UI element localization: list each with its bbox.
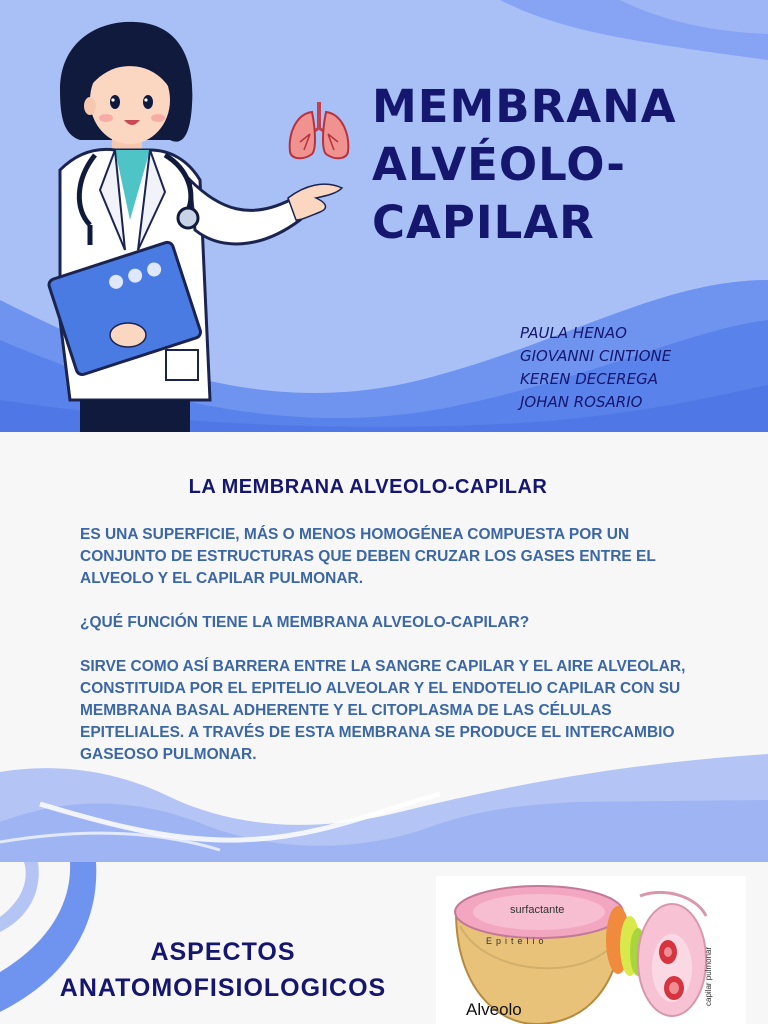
title-line-2: ALVÉOLO- xyxy=(372,138,626,191)
bottom-title-line-2: ANATOMOFISIOLOGICOS xyxy=(59,974,387,1002)
author-name: GIOVANNI CINTIONE xyxy=(520,347,672,365)
title-line-3: CAPILAR xyxy=(372,196,595,249)
epitelio-label: Epitelio xyxy=(486,936,548,946)
author-name: JOHAN ROSARIO xyxy=(520,393,643,411)
title-line-1: MEMBRANA xyxy=(372,80,677,133)
section-title: LA MEMBRANA ALVEOLO-CAPILAR xyxy=(188,476,548,498)
surfactante-label: surfactante xyxy=(510,904,565,916)
capilar-label: capilar pulmonar xyxy=(704,946,713,1006)
content-section xyxy=(0,432,768,862)
bottom-section xyxy=(0,862,768,1024)
doctor-illustration xyxy=(20,20,350,432)
bottom-section-title xyxy=(48,934,398,1006)
paragraph-definition: ES UNA SUPERFICIE, MÁS O MENOS HOMOGÉNEA COMPUESTA POR UN CONJUNTO DE ESTRUCTURAS QUE DEBEN CRUZAR LOS GASES ENTRE EL ALVEOLO Y EL CAPILAR PULMONAR. xyxy=(80,526,656,587)
page-title xyxy=(372,78,677,252)
paragraph-function: SIRVE COMO ASÍ BARRERA ENTRE LA SANGRE CAPILAR Y EL AIRE ALVEOLAR, CONSTITUIDA POR EL EPITELIO ALVEOLAR Y EL ENDOTELIO CAPILAR CON SU MEMBRANA BASAL ADHERENTE Y EL CITOPLASMA DE LAS CÉLULAS EPITELIALES. A TRAVÉS DE ESTA MEMBRANA SE PRODUCE EL INTERCAMBIO GASEOSO PULMONAR. xyxy=(80,658,686,763)
bottom-title-line-1: ASPECTOS xyxy=(150,938,296,966)
paragraph-question: ¿QUÉ FUNCIÓN TIENE LA MEMBRANA ALVEOLO-CAPILAR? xyxy=(80,614,530,631)
alveolus-diagram xyxy=(436,876,746,1024)
lungs-icon xyxy=(284,98,354,164)
authors-list xyxy=(520,322,671,414)
author-name: PAULA HENAO xyxy=(520,324,627,342)
alveolo-label: Alveolo xyxy=(466,1000,522,1019)
hero-section xyxy=(0,0,768,432)
author-name: KEREN DECEREGA xyxy=(520,370,658,388)
